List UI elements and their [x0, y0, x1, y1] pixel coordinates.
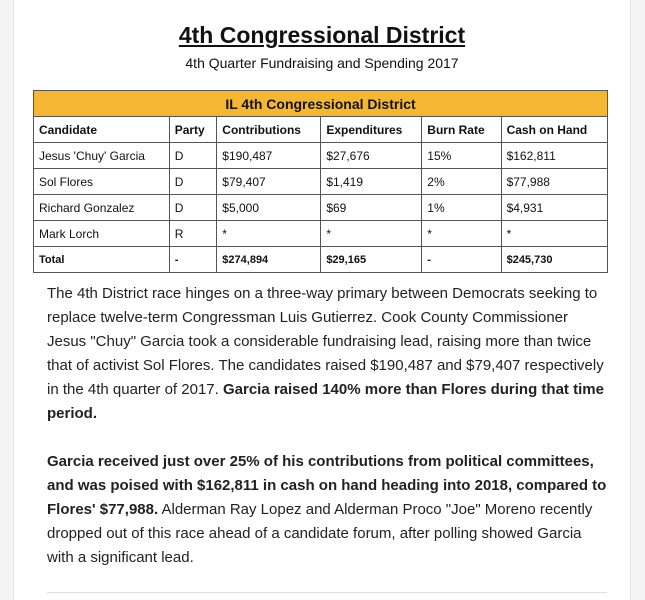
cell-expenditures: $69	[321, 195, 422, 221]
cell-candidate: Jesus 'Chuy' Garcia	[34, 143, 170, 169]
total-label: Total	[34, 247, 170, 273]
paragraph-text: Alderman Ray Lopez and Alderman Proco "Joe" Moreno recently dropped out of this race ahead of a candidate forum, after polling showed Garcia with a significant lead.	[47, 501, 593, 566]
cell-expenditures: $27,676	[321, 143, 422, 169]
cell-cash-on-hand: $4,931	[501, 195, 607, 221]
cell-cash-on-hand: $77,988	[501, 169, 607, 195]
table-caption-row	[34, 91, 608, 117]
column-header-candidate: Candidate	[34, 117, 170, 143]
page-subtitle: 4th Quarter Fundraising and Spending 2017	[185, 55, 459, 71]
cell-expenditures: *	[321, 221, 422, 247]
table-row	[34, 143, 608, 169]
cell-candidate: Mark Lorch	[34, 221, 170, 247]
cell-contributions: $79,407	[217, 169, 321, 195]
paragraph-text: The 4th District race hinges on a three-way primary between Democrats seeking to replace twelve-term Congressman Luis Gutierrez. Cook County Commissioner Jesus "Chuy" Garcia took a considerable fundraising lead, raising more than twice that of activist Sol Flores. The candidates raised $190,487 and $79,407 respectively in the 4th quarter of 2017.	[47, 285, 604, 398]
total-contributions: $274,894	[217, 247, 321, 273]
fundraising-table	[33, 90, 608, 273]
paragraph-bold-text: Garcia received just over 25% of his contributions from political committees, and was poised with $162,811 in cash on hand heading into 2018, compared to Flores' $77,988.	[47, 453, 607, 518]
article-paragraph-1	[47, 282, 607, 426]
cell-contributions: $5,000	[217, 195, 321, 221]
table-row	[34, 221, 608, 247]
total-burn-rate: -	[422, 247, 501, 273]
article-body	[47, 282, 607, 594]
cell-candidate: Richard Gonzalez	[34, 195, 170, 221]
cell-candidate: Sol Flores	[34, 169, 170, 195]
cell-expenditures: $1,419	[321, 169, 422, 195]
table-row	[34, 169, 608, 195]
page-title: 4th Congressional District	[178, 22, 466, 48]
cell-party: D	[169, 169, 217, 195]
cell-party: R	[169, 221, 217, 247]
column-header-party: Party	[169, 117, 217, 143]
cell-burn-rate: 15%	[422, 143, 501, 169]
column-header-cash-on-hand: Cash on Hand	[501, 117, 607, 143]
column-header-contributions: Contributions	[217, 117, 321, 143]
article-paragraph-2	[47, 450, 607, 570]
total-party: -	[169, 247, 217, 273]
table-total-row	[34, 247, 608, 273]
cell-contributions: $190,487	[217, 143, 321, 169]
newsletter-card	[13, 0, 631, 600]
section-divider	[47, 592, 607, 593]
column-header-burn-rate: Burn Rate	[422, 117, 501, 143]
cell-party: D	[169, 195, 217, 221]
cell-party: D	[169, 143, 217, 169]
cell-contributions: *	[217, 221, 321, 247]
table-header-row	[34, 117, 608, 143]
paragraph-bold-text: Garcia raised 140% more than Flores during that time period.	[47, 381, 604, 422]
cell-burn-rate: *	[422, 221, 501, 247]
table-caption: IL 4th Congressional District	[34, 91, 608, 117]
cell-cash-on-hand: *	[501, 221, 607, 247]
column-header-expenditures: Expenditures	[321, 117, 422, 143]
cell-burn-rate: 1%	[422, 195, 501, 221]
cell-cash-on-hand: $162,811	[501, 143, 607, 169]
total-cash-on-hand: $245,730	[501, 247, 607, 273]
total-expenditures: $29,165	[321, 247, 422, 273]
cell-burn-rate: 2%	[422, 169, 501, 195]
table-row	[34, 195, 608, 221]
